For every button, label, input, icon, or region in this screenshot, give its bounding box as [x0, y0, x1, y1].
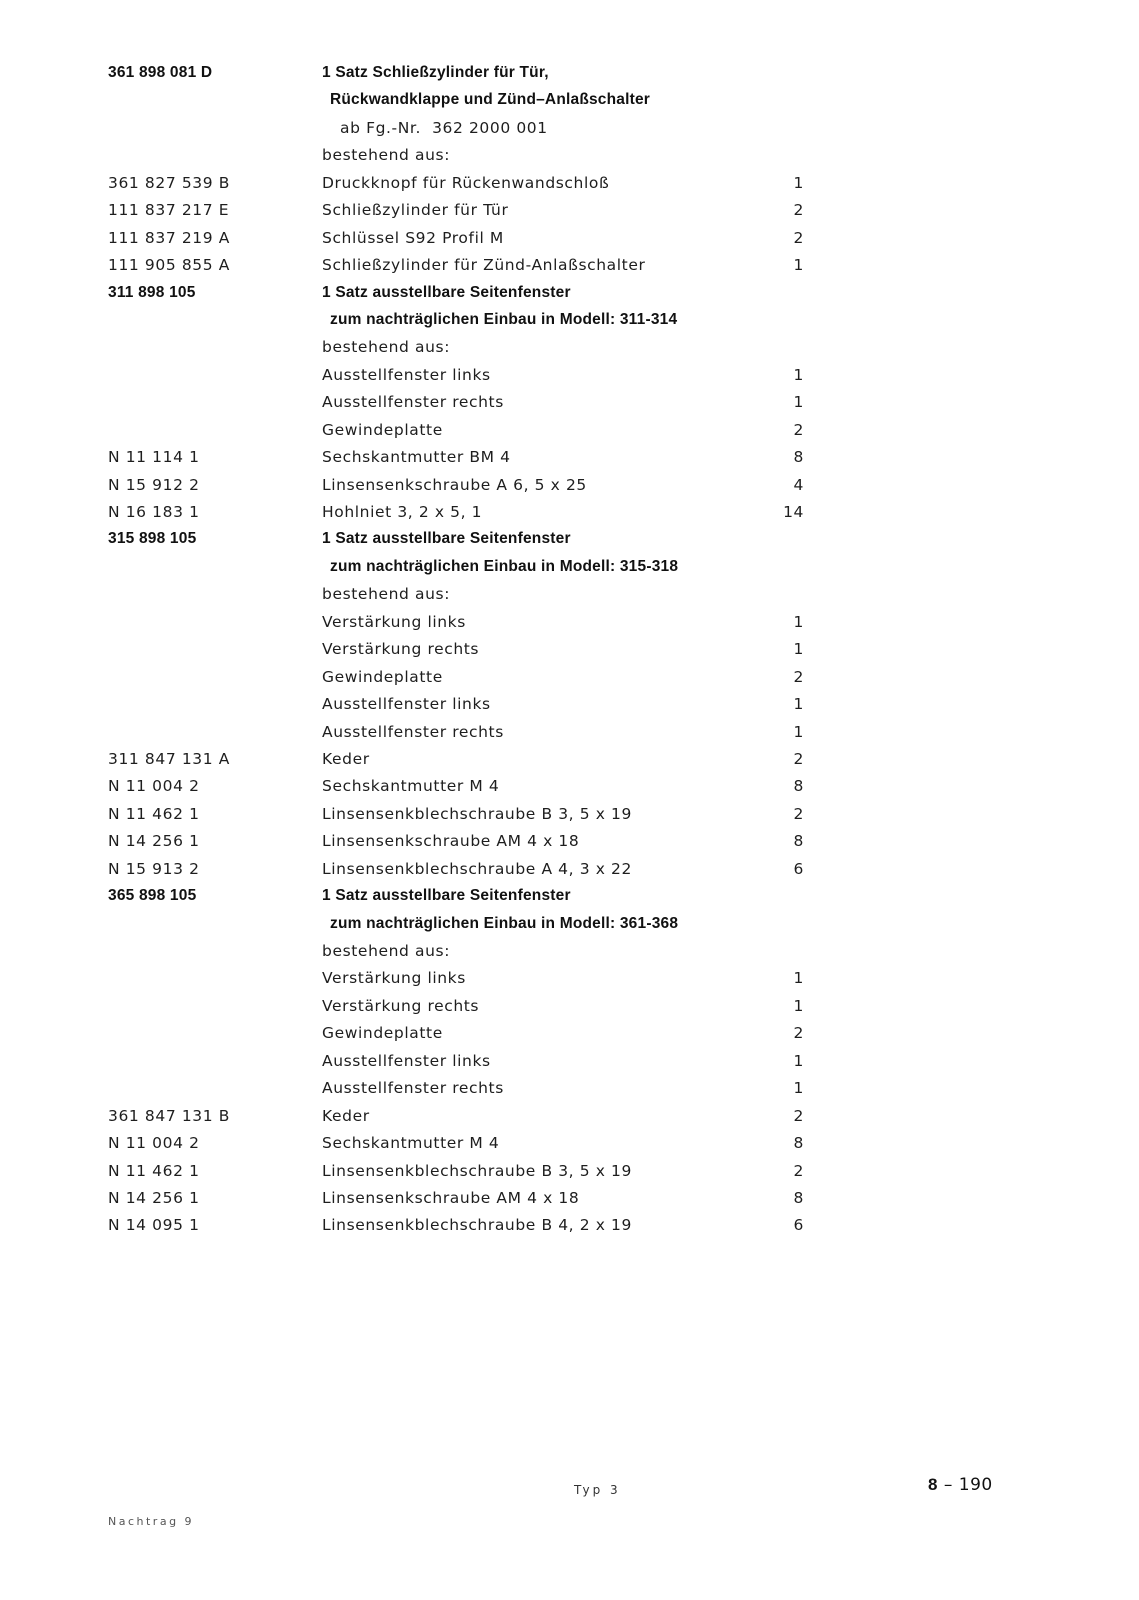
part-description: zum nachträglichen Einbau in Modell: 361-368	[330, 914, 679, 932]
part-number: N 11 004 2	[108, 1134, 200, 1153]
parts-row	[0, 472, 1139, 499]
parts-row	[0, 170, 1139, 197]
part-number: 111 837 219 A	[108, 228, 230, 247]
parts-row	[0, 87, 1139, 114]
part-description: Sechskantmutter M 4	[322, 1134, 500, 1153]
part-description: Ausstellfenster rechts	[322, 1079, 504, 1098]
parts-row	[0, 1103, 1139, 1130]
part-quantity: 1	[793, 640, 804, 659]
parts-row	[0, 362, 1139, 389]
part-quantity: 14	[783, 503, 804, 521]
part-description: Linsensenkblechschraube A 4, 3 x 22	[322, 859, 632, 878]
part-number: N 11 462 1	[108, 1161, 200, 1180]
kit-header-row	[0, 280, 1139, 307]
page-section: 8	[928, 1475, 938, 1494]
part-quantity: 1	[793, 173, 804, 192]
part-description: 1 Satz ausstellbare Seitenfenster	[322, 887, 571, 905]
part-quantity: 1	[793, 612, 804, 631]
part-number: N 15 913 2	[108, 859, 200, 878]
part-description: Ausstellfenster links	[322, 365, 491, 384]
part-quantity: 8	[793, 777, 804, 796]
parts-row	[0, 334, 1139, 361]
part-number: 365 898 105	[108, 887, 197, 905]
part-number: 361 827 539 B	[108, 173, 230, 192]
part-description: Schließzylinder für Tür	[322, 201, 509, 220]
parts-row	[0, 142, 1139, 169]
parts-row	[0, 307, 1139, 334]
part-quantity: 2	[793, 804, 804, 823]
part-quantity: 2	[793, 201, 804, 220]
parts-row	[0, 1020, 1139, 1047]
parts-row	[0, 1212, 1139, 1239]
part-description: Gewindeplatte	[322, 667, 443, 686]
part-description: Ausstellfenster rechts	[322, 722, 504, 741]
part-quantity: 1	[793, 996, 804, 1015]
parts-row	[0, 993, 1139, 1020]
part-description: Hohlniet 3, 2 x 5, 1	[322, 503, 483, 521]
part-quantity: 8	[793, 1134, 804, 1153]
parts-row	[0, 225, 1139, 252]
part-description: Verstärkung links	[322, 612, 466, 631]
part-description: Linsensenkschraube AM 4 x 18	[322, 832, 580, 851]
part-description: bestehend aus:	[322, 146, 451, 165]
part-number: 315 898 105	[108, 530, 197, 548]
part-description: Druckknopf für Rückenwandschloß	[322, 173, 610, 192]
parts-row	[0, 1130, 1139, 1157]
parts-row	[0, 1158, 1139, 1185]
part-description: Gewindeplatte	[322, 1024, 443, 1043]
parts-row	[0, 938, 1139, 965]
part-number: N 11 114 1	[108, 448, 200, 467]
part-description: Linsensenkschraube AM 4 x 18	[322, 1188, 580, 1207]
parts-row	[0, 417, 1139, 444]
part-description: 1 Satz Schließzylinder für Tür,	[322, 64, 549, 81]
parts-row	[0, 664, 1139, 691]
part-description: Keder	[322, 1106, 370, 1125]
part-description: Ausstellfenster links	[322, 695, 491, 714]
part-description: Linsensenkblechschraube B 4, 2 x 19	[322, 1216, 632, 1235]
kit-header-row	[0, 526, 1139, 553]
kit-header-row	[0, 883, 1139, 910]
part-number: N 11 004 2	[108, 777, 200, 796]
part-quantity: 6	[793, 1216, 804, 1235]
part-description: Linsensenkblechschraube B 3, 5 x 19	[322, 804, 632, 823]
parts-row	[0, 609, 1139, 636]
part-description: Verstärkung rechts	[322, 996, 480, 1015]
part-description: Schlüssel S92 Profil M	[322, 228, 504, 247]
part-description: Verstärkung links	[322, 969, 466, 988]
part-description: bestehend aus:	[322, 942, 451, 960]
parts-row	[0, 801, 1139, 828]
part-description: Verstärkung rechts	[322, 640, 480, 659]
part-quantity: 4	[793, 475, 804, 494]
page-number	[928, 1475, 993, 1495]
parts-row	[0, 719, 1139, 746]
parts-row	[0, 746, 1139, 773]
part-description: bestehend aus:	[322, 338, 451, 357]
part-number: N 14 256 1	[108, 832, 200, 851]
page-number-value: 190	[958, 1475, 993, 1495]
parts-row	[0, 773, 1139, 800]
part-quantity: 1	[793, 393, 804, 412]
part-description: Ausstellfenster rechts	[322, 393, 504, 412]
part-quantity: 1	[793, 1051, 804, 1070]
parts-row	[0, 197, 1139, 224]
part-description: Rückwandklappe und Zünd–Anlaßschalter	[330, 91, 651, 109]
part-description: 1 Satz ausstellbare Seitenfenster	[322, 530, 571, 548]
part-number: 311 847 131 A	[108, 749, 230, 768]
part-description: zum nachträglichen Einbau in Modell: 315-318	[330, 557, 679, 575]
parts-row	[0, 499, 1139, 526]
parts-row	[0, 115, 1139, 142]
parts-row	[0, 252, 1139, 279]
part-description: Linsensenkschraube A 6, 5 x 25	[322, 475, 587, 494]
part-description: zum nachträglichen Einbau in Modell: 311-314	[330, 310, 678, 328]
part-number: 111 837 217 E	[108, 201, 230, 220]
part-quantity: 2	[793, 1161, 804, 1180]
part-quantity: 2	[793, 228, 804, 247]
parts-row	[0, 636, 1139, 663]
part-quantity: 2	[793, 667, 804, 686]
part-quantity: 1	[793, 256, 804, 275]
parts-row	[0, 965, 1139, 992]
part-quantity: 1	[793, 365, 804, 384]
part-description: Linsensenkblechschraube B 3, 5 x 19	[322, 1161, 632, 1180]
part-number: N 16 183 1	[108, 503, 200, 521]
parts-row	[0, 389, 1139, 416]
parts-row	[0, 581, 1139, 608]
part-quantity: 8	[793, 1188, 804, 1207]
part-quantity: 8	[793, 832, 804, 851]
part-description: ab Fg.-Nr. 362 2000 001	[340, 118, 548, 137]
part-description: Schließzylinder für Zünd-Anlaßschalter	[322, 256, 646, 275]
part-quantity: 2	[793, 420, 804, 439]
part-description: Gewindeplatte	[322, 420, 443, 439]
part-description: Keder	[322, 749, 370, 768]
part-number: N 11 462 1	[108, 804, 200, 823]
part-number: N 15 912 2	[108, 475, 200, 494]
part-quantity: 2	[793, 749, 804, 768]
part-quantity: 2	[793, 1106, 804, 1125]
part-description: Ausstellfenster links	[322, 1051, 491, 1070]
part-quantity: 1	[793, 695, 804, 714]
parts-row	[0, 1075, 1139, 1102]
part-number: N 14 256 1	[108, 1188, 200, 1207]
page-separator: –	[943, 1475, 953, 1495]
parts-row	[0, 691, 1139, 718]
supplement-note: Nachtrag 9	[108, 1515, 195, 1528]
parts-row	[0, 444, 1139, 471]
part-description: Sechskantmutter BM 4	[322, 448, 511, 467]
part-description: bestehend aus:	[322, 585, 451, 604]
part-description: Sechskantmutter M 4	[322, 777, 500, 796]
part-quantity: 1	[793, 1079, 804, 1098]
kit-header-row	[0, 60, 1139, 87]
part-quantity: 8	[793, 448, 804, 467]
part-number: 361 847 131 B	[108, 1106, 230, 1125]
part-quantity: 1	[793, 722, 804, 741]
parts-row	[0, 1185, 1139, 1212]
part-quantity: 1	[793, 969, 804, 988]
part-number: N 14 095 1	[108, 1216, 200, 1235]
part-quantity: 6	[793, 859, 804, 878]
part-quantity: 2	[793, 1024, 804, 1043]
part-description: 1 Satz ausstellbare Seitenfenster	[322, 283, 571, 301]
part-number: 311 898 105	[108, 283, 196, 301]
part-number: 361 898 081 D	[108, 64, 213, 81]
part-number: 111 905 855 A	[108, 256, 230, 275]
parts-row	[0, 1048, 1139, 1075]
parts-row	[0, 856, 1139, 883]
parts-row	[0, 828, 1139, 855]
model-type-label: Typ 3	[574, 1483, 621, 1497]
parts-row	[0, 554, 1139, 581]
parts-list	[0, 60, 1139, 1240]
parts-row	[0, 911, 1139, 938]
